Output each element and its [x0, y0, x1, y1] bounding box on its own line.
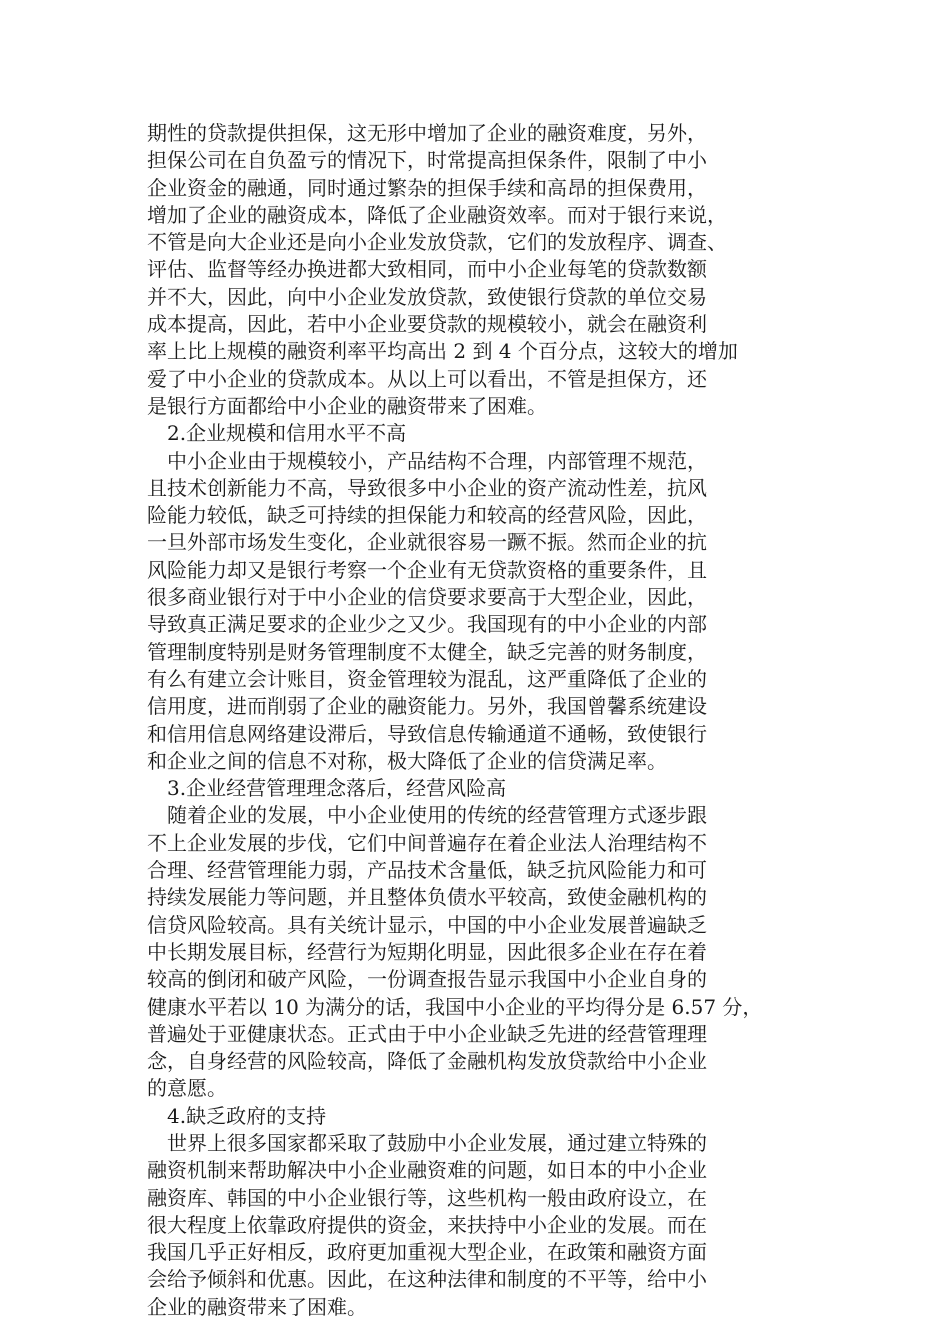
text-line: 期性的贷款提供担保，这无形中增加了企业的融资难度，另外，: [147, 121, 707, 145]
text-line: 有么有建立会计账目，资金管理较为混乱，这严重降低了企业的: [147, 666, 707, 691]
text-line: 是银行方面都给中小企业的融资带来了困难。: [147, 393, 547, 418]
text-line: 爱了中小企业的贷款成本。从以上可以看出，不管是担保方，还: [147, 366, 707, 391]
text-line: 3.企业经营管理理念落后，经营风险高: [147, 776, 507, 801]
text-line: 较高的倒闭和破产风险，一份调查报告显示我国中小企业自身的: [147, 967, 707, 992]
text-line: 中长期发展目标，经营行为短期化明显，因此很多企业在存在着: [147, 939, 707, 964]
text-line: 合理、经营管理能力弱，产品技术含量低，缺乏抗风险能力和可: [147, 858, 707, 883]
text-line: 信用度，进而削弱了企业的融资能力。另外，我国曾馨系统建设: [147, 694, 707, 719]
text-line: 企业的融资带来了困难。: [147, 1294, 367, 1319]
text-line: 险能力较低，缺乏可持续的担保能力和较高的经营风险，因此，: [147, 503, 707, 528]
text-line: 担保公司在自负盈亏的情况下，时常提高担保条件，限制了中小: [147, 148, 707, 173]
text-line: 增加了企业的融资成本，降低了企业融资效率。而对于银行来说，: [147, 202, 727, 227]
text-line: 会给予倾斜和优惠。因此，在这种法律和制度的不平等，给中小: [147, 1267, 707, 1292]
text-line: 和信用信息网络建设滞后，导致信息传输通道不通畅，致使银行: [147, 721, 707, 746]
text-line: 的意愿。: [147, 1076, 227, 1101]
text-line: 信贷风险较高。具有关统计显示，中国的中小企业发展普遍缺乏: [147, 912, 707, 937]
text-line: 很大程度上依靠政府提供的资金，来扶持中小企业的发展。而在: [147, 1212, 707, 1237]
text-line: 4.缺乏政府的支持: [147, 1103, 327, 1128]
text-line: 持续发展能力等问题，并且整体负债水平较高，致使金融机构的: [147, 885, 707, 910]
text-line: 企业资金的融通，同时通过繁杂的担保手续和高昂的担保费用，: [147, 175, 707, 200]
text-line: 2.企业规模和信用水平不高: [147, 421, 407, 446]
text-line: 一旦外部市场发生变化，企业就很容易一蹶不振。然而企业的抗: [147, 530, 707, 555]
text-line: 很多商业银行对于中小企业的信贷要求要高于大型企业，因此，: [147, 585, 707, 610]
text-line: 健康水平若以 10 为满分的话，我国中小企业的平均得分是 6.57 分，: [147, 994, 763, 1019]
text-line: 融资库、韩国的中小企业银行等，这些机构一般由政府设立，在: [147, 1185, 707, 1210]
text-line: 成本提高，因此，若中小企业要贷款的规模较小，就会在融资利: [147, 312, 707, 337]
text-line: 管理制度特别是财务管理制度不太健全，缺乏完善的财务制度，: [147, 639, 707, 664]
text-line: 普遍处于亚健康状态。正式由于中小企业缺乏先进的经营管理理: [147, 1021, 707, 1046]
text-line: 评估、监督等经办换进都大致相同，而中小企业每笔的贷款数额: [147, 257, 707, 282]
text-line: 率上比上规模的融资利率平均高出 2 到 4 个百分点，这较大的增加: [147, 339, 738, 364]
text-line: 和企业之间的信息不对称，极大降低了企业的信贷满足率。: [147, 748, 667, 773]
text-line: 中小企业由于规模较小，产品结构不合理，内部管理不规范，: [147, 448, 707, 473]
text-line: 念，自身经营的风险较高，降低了金融机构发放贷款给中小企业: [147, 1049, 707, 1074]
text-line: 世界上很多国家都采取了鼓励中小企业发展，通过建立特殊的: [147, 1130, 707, 1155]
text-line: 不管是向大企业还是向小企业发放贷款，它们的发放程序、调查、: [147, 230, 727, 255]
text-line: 融资机制来帮助解决中小企业融资难的问题，如日本的中小企业: [147, 1158, 707, 1183]
text-line: 随着企业的发展，中小企业使用的传统的经营管理方式逐步跟: [147, 803, 707, 828]
text-line: 导致真正满足要求的企业少之又少。我国现有的中小企业的内部: [147, 612, 707, 637]
text-line: 我国几乎正好相反，政府更加重视大型企业，在政策和融资方面: [147, 1240, 707, 1265]
text-line: 不上企业发展的步伐，它们中间普遍存在着企业法人治理结构不: [147, 830, 707, 855]
text-line: 且技术创新能力不高，导致很多中小企业的资产流动性差，抗风: [147, 475, 707, 500]
text-line: 风险能力却又是银行考察一个企业有无贷款资格的重要条件，且: [147, 557, 707, 582]
text-line: 并不大，因此，向中小企业发放贷款，致使银行贷款的单位交易: [147, 284, 707, 309]
document-body: [147, 120, 807, 1321]
